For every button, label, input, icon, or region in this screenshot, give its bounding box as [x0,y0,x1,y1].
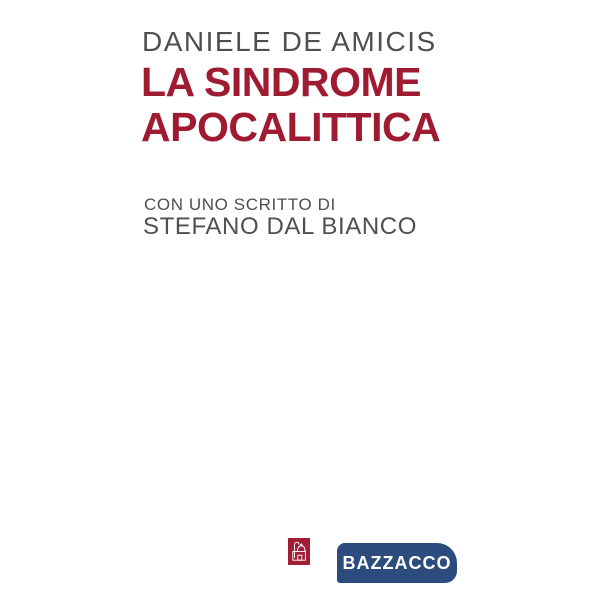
book-title [141,60,440,150]
book-title-line-2: APOCALITTICA [141,104,441,150]
book-title-line-1: LA SINDROME [141,59,421,105]
alembic-still-icon [288,538,310,565]
author-name: DANIELE DE AMICIS [142,26,437,57]
contributor-name: STEFANO DAL BIANCO [143,213,417,240]
publisher-name: BAZZACCO [342,552,452,573]
publisher-badge [337,543,457,583]
contributor-note-label: CON UNO SCRITTO DI [144,195,336,214]
